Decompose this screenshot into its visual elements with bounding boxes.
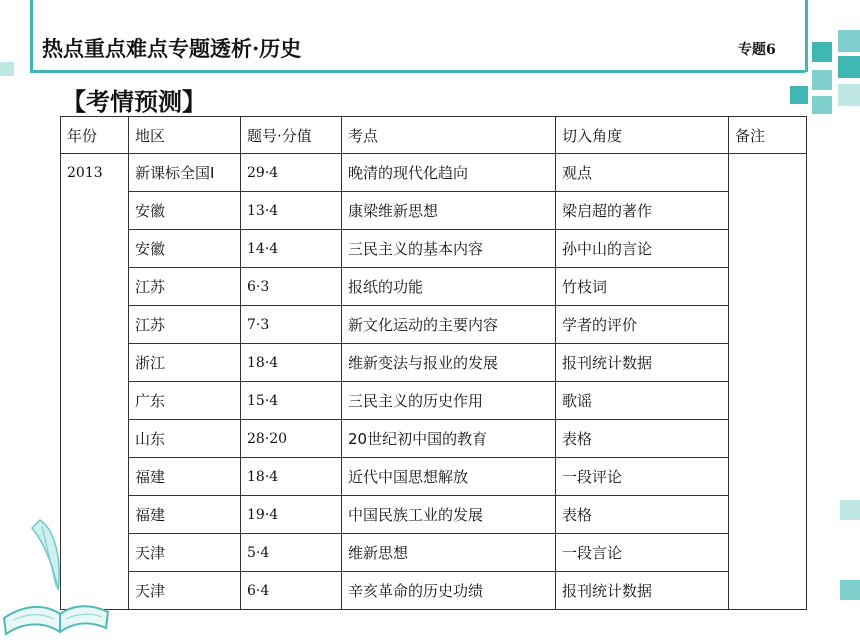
angle-cell: 一段评论: [556, 458, 729, 496]
exam-point-cell: 报纸的功能: [342, 268, 556, 306]
item-score-cell: 6·3: [241, 268, 342, 306]
angle-cell: 竹枝词: [556, 268, 729, 306]
column-header-item-score: 题号·分值: [241, 117, 342, 154]
exam-point-cell: 近代中国思想解放: [342, 458, 556, 496]
region-cell: 安徽: [129, 192, 241, 230]
table-row: [61, 534, 807, 572]
exam-point-cell: 中国民族工业的发展: [342, 496, 556, 534]
exam-point-cell: 三民主义的历史作用: [342, 382, 556, 420]
item-score-cell: 13·4: [241, 192, 342, 230]
region-cell: 安徽: [129, 230, 241, 268]
exam-point-cell: 新文化运动的主要内容: [342, 306, 556, 344]
region-cell: 福建: [129, 458, 241, 496]
table-row: [61, 192, 807, 230]
region-cell: 天津: [129, 572, 241, 610]
frame-line-right: [805, 0, 808, 72]
angle-cell: 报刊统计数据: [556, 572, 729, 610]
exam-point-cell: 维新思想: [342, 534, 556, 572]
region-cell: 江苏: [129, 268, 241, 306]
decor-square: [812, 96, 832, 114]
section-title: 【考情预测】: [62, 88, 206, 116]
decor-square: [840, 500, 860, 520]
frame-line-top: [30, 70, 805, 73]
angle-cell: 学者的评价: [556, 306, 729, 344]
table-row: [61, 268, 807, 306]
decor-square: [840, 580, 860, 600]
year-cell: 2013: [61, 154, 129, 610]
decor-square: [812, 42, 832, 62]
decor-square: [838, 84, 860, 106]
topic-label: 专题6: [738, 42, 776, 58]
region-cell: 福建: [129, 496, 241, 534]
angle-cell: 表格: [556, 496, 729, 534]
note-cell: [729, 154, 807, 610]
item-score-cell: 18·4: [241, 344, 342, 382]
region-cell: 江苏: [129, 306, 241, 344]
item-score-cell: 19·4: [241, 496, 342, 534]
region-cell: 浙江: [129, 344, 241, 382]
decor-square: [790, 86, 808, 104]
item-score-cell: 18·4: [241, 458, 342, 496]
table-row: [61, 154, 807, 192]
angle-cell: 孙中山的言论: [556, 230, 729, 268]
decor-square: [0, 62, 14, 76]
exam-point-cell: 康梁维新思想: [342, 192, 556, 230]
exam-table: [60, 116, 807, 610]
item-score-cell: 15·4: [241, 382, 342, 420]
exam-point-cell: 辛亥革命的历史功绩: [342, 572, 556, 610]
item-score-cell: 14·4: [241, 230, 342, 268]
table-row: [61, 572, 807, 610]
table-row: [61, 230, 807, 268]
table-row: [61, 496, 807, 534]
angle-cell: 观点: [556, 154, 729, 192]
column-header-note: 备注: [729, 117, 807, 154]
region-cell: 广东: [129, 382, 241, 420]
angle-cell: 梁启超的著作: [556, 192, 729, 230]
region-cell: 山东: [129, 420, 241, 458]
exam-point-cell: 维新变法与报业的发展: [342, 344, 556, 382]
table-row: [61, 306, 807, 344]
angle-cell: 表格: [556, 420, 729, 458]
table-row: [61, 382, 807, 420]
exam-point-cell: 20世纪初中国的教育: [342, 420, 556, 458]
decor-square: [812, 70, 832, 90]
item-score-cell: 28·20: [241, 420, 342, 458]
table-header-row: [61, 117, 807, 154]
exam-point-cell: 三民主义的基本内容: [342, 230, 556, 268]
angle-cell: 报刊统计数据: [556, 344, 729, 382]
column-header-exam-point: 考点: [342, 117, 556, 154]
angle-cell: 一段言论: [556, 534, 729, 572]
frame-line-left: [30, 0, 33, 72]
item-score-cell: 6·4: [241, 572, 342, 610]
column-header-region: 地区: [129, 117, 241, 154]
decor-square: [838, 30, 860, 52]
region-cell: 天津: [129, 534, 241, 572]
decor-square: [838, 56, 860, 78]
exam-point-cell: 晚清的现代化趋向: [342, 154, 556, 192]
header-title: 热点重点难点专题透析·历史: [42, 36, 302, 61]
region-cell: 新课标全国Ⅰ: [129, 154, 241, 192]
column-header-angle: 切入角度: [556, 117, 729, 154]
item-score-cell: 7·3: [241, 306, 342, 344]
column-header-year: 年份: [61, 117, 129, 154]
open-book-quill-icon: [0, 500, 110, 643]
table-row: [61, 344, 807, 382]
item-score-cell: 5·4: [241, 534, 342, 572]
angle-cell: 歌谣: [556, 382, 729, 420]
table-row: [61, 420, 807, 458]
item-score-cell: 29·4: [241, 154, 342, 192]
table-row: [61, 458, 807, 496]
